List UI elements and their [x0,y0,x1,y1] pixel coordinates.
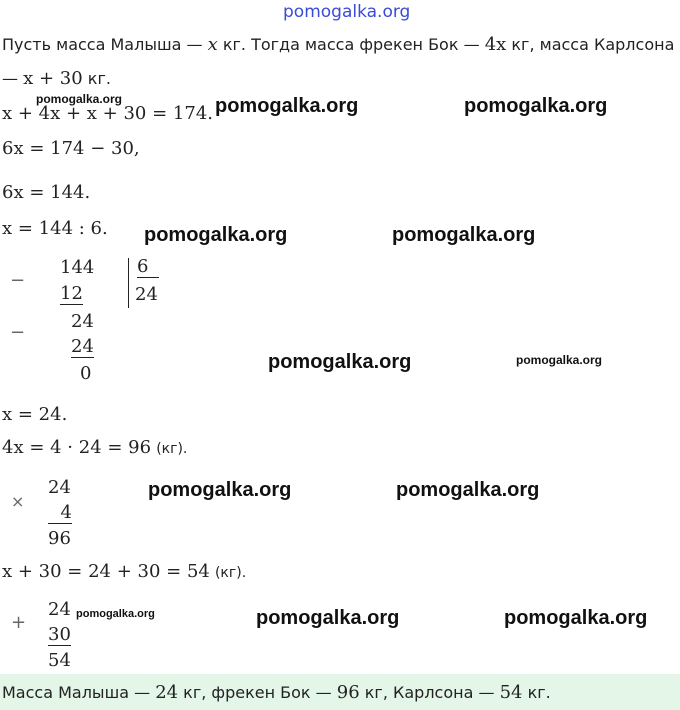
equation-4: x = 144 : 6. [2,218,108,239]
multiplication-sign: × [11,492,25,511]
watermark[interactable]: pomogalka.org [268,351,412,373]
addition-term-1: 24 [48,599,71,620]
answer-part: кг, фрекен Бок — [178,683,337,702]
equation-7-unit: (кг). [214,565,247,581]
watermark[interactable]: pomogalka.org [516,353,603,367]
watermark[interactable]: pomogalka.org [144,224,288,246]
equation-1: x + 4x + x + 30 = 174. [2,103,213,124]
addition-term-2: 30 [48,624,71,645]
intro-line-1 [2,34,674,55]
division-dividend: 144 [60,257,95,278]
division-divisor: 6 [137,257,159,278]
division-result: 0 [80,363,92,384]
var-x: x [207,34,218,55]
division-minus-1: − [10,270,26,291]
multiplication-factor-1: 24 [48,477,71,498]
equation-5: x = 24. [2,404,68,425]
answer-part: кг, Карлсона — [359,683,500,702]
multiplication-result: 96 [48,528,71,549]
intro-text: кг. Тогда масса фрекен Бок — [217,35,485,54]
division-quotient: 24 [135,284,158,305]
watermark[interactable]: pomogalka.org [504,607,648,629]
equation-2: 6x = 174 − 30, [2,138,140,159]
intro-text: Пусть масса Малыша — [2,35,208,54]
division-remainder-1: 24 [71,311,94,332]
watermark[interactable]: pomogalka.org [256,607,400,629]
watermark[interactable]: pomogalka.org [396,479,540,501]
answer-value-freken-bok: 96 [336,682,360,703]
watermark[interactable]: pomogalka.org [36,92,123,106]
multiplication-factor-2: 4 [48,503,72,524]
watermark[interactable]: pomogalka.org [392,224,536,246]
equation-7 [2,561,246,582]
watermark[interactable]: pomogalka.org [215,95,359,117]
intro-text: кг. [82,69,111,88]
equation-7-math: x + 30 = 24 + 30 = 54 [2,561,210,582]
intro-text: кг, масса Карлсона [506,35,675,54]
var-4x: 4x [484,34,507,55]
answer-part: Масса Малыша — [2,683,156,702]
intro-text: — [2,69,24,88]
division-subtrahend-2: 24 [71,336,94,357]
division-bracket [128,258,129,308]
answer-text [2,682,551,703]
answer-part: кг. [522,683,551,702]
watermark[interactable]: pomogalka.org [76,608,155,620]
equation-6-math: 4x = 4 · 24 = 96 [2,437,152,458]
equation-3: 6x = 144. [2,182,91,203]
expr-x-plus-30: x + 30 [23,68,83,89]
division-minus-2: − [10,322,26,343]
watermark[interactable]: pomogalka.org [148,479,292,501]
division-subtrahend-1: 12 [60,283,83,304]
addition-sign: + [11,612,27,633]
answer-value-karlsson: 54 [499,682,523,703]
watermark-top[interactable]: pomogalka.org [283,2,411,22]
equation-6 [2,437,187,458]
equation-6-unit: (кг). [156,441,188,457]
intro-line-2 [2,68,111,89]
answer-value-malysh: 24 [155,682,179,703]
watermark[interactable]: pomogalka.org [464,95,608,117]
addition-result: 54 [48,650,71,671]
